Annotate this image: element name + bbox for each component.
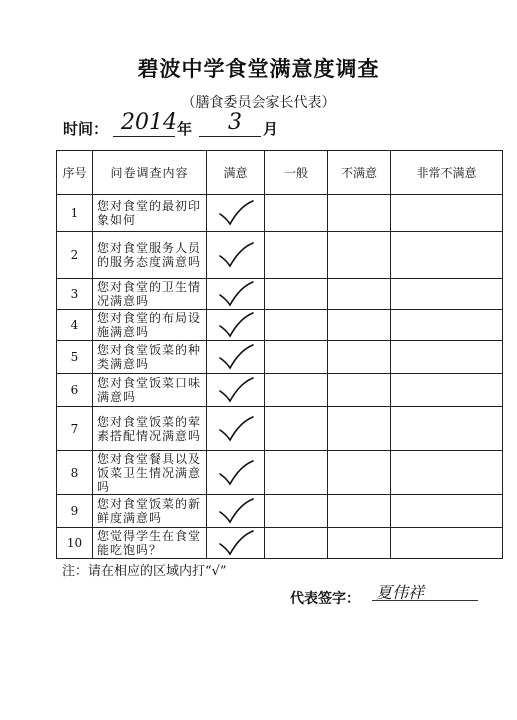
month-underline [199,136,261,137]
rating-cell-c1[interactable] [207,495,265,528]
instruction-note: 注：请在相应的区域内打“√” [62,564,227,579]
rating-cell-c4[interactable] [391,195,503,232]
checkmark-icon [216,528,256,558]
row-question: 您对食堂饭菜的荤素搭配情况满意吗 [93,407,207,451]
year-underline [113,136,175,137]
checkmark-icon [216,279,256,309]
row-question: 您对食堂的布局设施满意吗 [93,310,207,341]
checkmark-icon [216,496,256,526]
page-subtitle: （膳食委员会家长代表） [181,95,336,111]
rating-cell-c3[interactable] [328,528,391,559]
rating-cell-c1[interactable] [207,407,265,451]
rating-cell-c3[interactable] [328,310,391,341]
checkmark-icon [216,458,256,488]
table-row [57,310,503,341]
row-question: 您觉得学生在食堂能吃饱吗？ [93,528,207,559]
rating-cell-c4[interactable] [391,232,503,279]
month-unit: 月 [263,120,279,138]
rating-cell-c1[interactable] [207,310,265,341]
rating-cell-c1[interactable] [207,232,265,279]
rating-cell-c3[interactable] [328,374,391,407]
rating-cell-c4[interactable] [391,451,503,495]
month-handwritten: 3 [228,110,242,135]
row-number: 10 [57,528,93,559]
page-title: 碧波中学食堂满意度调查 [137,56,380,81]
row-question: 您对食堂饭菜口味满意吗 [93,374,207,407]
rating-cell-c3[interactable] [328,341,391,374]
rating-cell-c3[interactable] [328,279,391,310]
checkmark-icon [216,375,256,405]
row-number: 4 [57,310,93,341]
header-question: 问卷调查内容 [93,151,207,195]
rating-cell-c2[interactable] [265,495,328,528]
header-average: 一般 [265,151,328,195]
rating-cell-c2[interactable] [265,232,328,279]
rating-cell-c1[interactable] [207,528,265,559]
rating-cell-c4[interactable] [391,310,503,341]
signature-underline [372,600,478,601]
rating-cell-c2[interactable] [265,407,328,451]
signature-handwritten: 夏伟祥 [376,583,425,602]
rating-cell-c2[interactable] [265,341,328,374]
time-label: 时间： [63,120,109,138]
row-question: 您对食堂服务人员的服务态度满意吗 [93,232,207,279]
row-question: 您对食堂的最初印象如何 [93,195,207,232]
rating-cell-c2[interactable] [265,310,328,341]
rating-cell-c3[interactable] [328,407,391,451]
row-number: 1 [57,195,93,232]
table-row [57,451,503,495]
rating-cell-c1[interactable] [207,279,265,310]
rating-cell-c3[interactable] [328,195,391,232]
checkmark-icon [216,414,256,444]
rating-cell-c2[interactable] [265,528,328,559]
rating-cell-c2[interactable] [265,279,328,310]
rating-cell-c4[interactable] [391,495,503,528]
header-num: 序号 [57,151,93,195]
signature-label: 代表签字： [290,591,360,607]
row-number: 6 [57,374,93,407]
rating-cell-c4[interactable] [391,407,503,451]
table-row [57,374,503,407]
year-handwritten: 2014 [121,110,177,135]
table-row [57,279,503,310]
row-number: 2 [57,232,93,279]
rating-cell-c3[interactable] [328,232,391,279]
rating-cell-c3[interactable] [328,451,391,495]
rating-cell-c2[interactable] [265,451,328,495]
survey-table [56,150,503,559]
checkmark-icon [216,310,256,340]
row-question: 您对食堂饭菜的新鲜度满意吗 [93,495,207,528]
checkmark-icon [216,198,256,228]
rating-cell-c1[interactable] [207,374,265,407]
row-number: 5 [57,341,93,374]
table-row [57,495,503,528]
row-number: 7 [57,407,93,451]
rating-cell-c3[interactable] [328,495,391,528]
row-number: 9 [57,495,93,528]
row-question: 您对食堂的卫生情况满意吗 [93,279,207,310]
rating-cell-c4[interactable] [391,279,503,310]
header-very-unsatisfied: 非常不满意 [391,151,503,195]
table-row [57,407,503,451]
header-unsatisfied: 不满意 [328,151,391,195]
checkmark-icon [216,342,256,372]
row-question: 您对食堂餐具以及饭菜卫生情况满意吗 [93,451,207,495]
table-row [57,528,503,559]
row-number: 3 [57,279,93,310]
table-row [57,195,503,232]
table-row [57,341,503,374]
table-row [57,232,503,279]
row-number: 8 [57,451,93,495]
rating-cell-c4[interactable] [391,341,503,374]
rating-cell-c4[interactable] [391,528,503,559]
table-header-row [57,151,503,195]
rating-cell-c1[interactable] [207,195,265,232]
header-satisfied: 满意 [207,151,265,195]
rating-cell-c2[interactable] [265,374,328,407]
rating-cell-c1[interactable] [207,341,265,374]
rating-cell-c1[interactable] [207,451,265,495]
year-unit: 年 [177,120,193,138]
rating-cell-c4[interactable] [391,374,503,407]
rating-cell-c2[interactable] [265,195,328,232]
row-question: 您对食堂饭菜的种类满意吗 [93,341,207,374]
checkmark-icon [216,240,256,270]
